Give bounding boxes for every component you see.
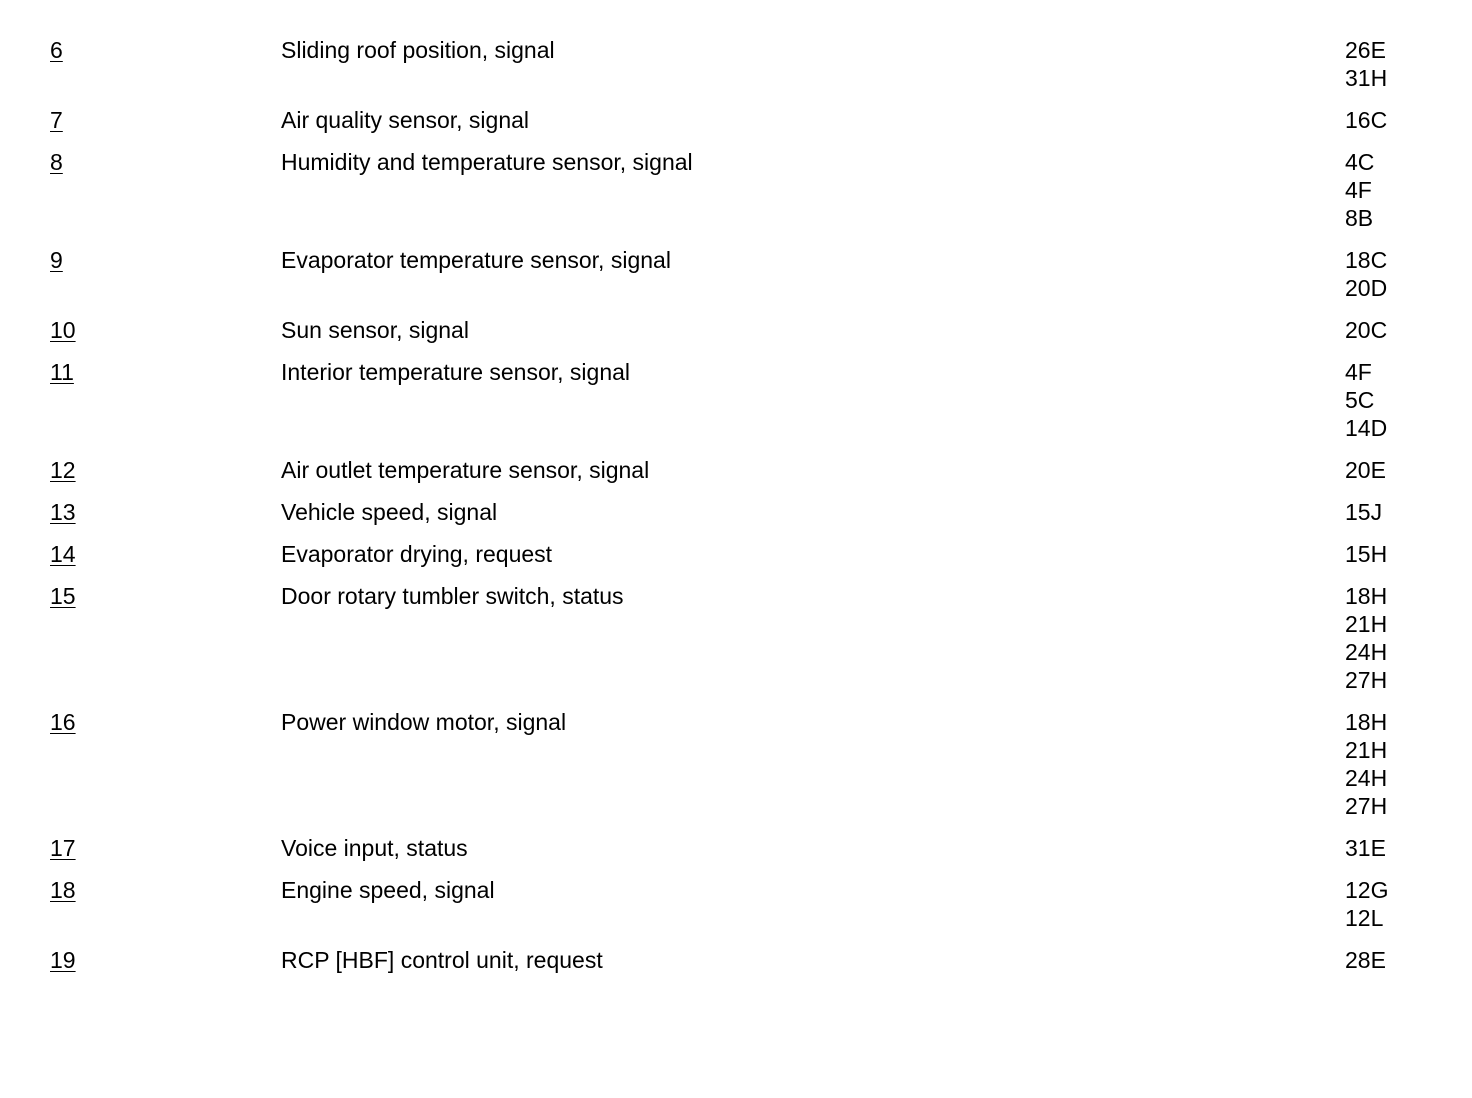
row-references <box>1345 456 1430 484</box>
row-number-cell <box>50 246 281 274</box>
reference-code: 27H <box>1345 793 1388 819</box>
row-references <box>1345 540 1430 568</box>
row-number-link[interactable]: 8 <box>50 149 63 175</box>
row-number-link[interactable]: 15 <box>50 583 76 609</box>
row-references <box>1345 106 1430 134</box>
row-number-cell <box>50 358 281 386</box>
row-description: Door rotary tumbler switch, status <box>281 583 624 609</box>
row-description: Sliding roof position, signal <box>281 37 555 63</box>
reference-code: 21H <box>1345 737 1388 763</box>
row-references <box>1345 946 1430 974</box>
row-description: Evaporator drying, request <box>281 541 553 567</box>
row-description: Air outlet temperature sensor, signal <box>281 457 650 483</box>
table-row <box>50 834 1430 862</box>
table-row <box>50 540 1430 568</box>
row-description: Air quality sensor, signal <box>281 107 530 133</box>
reference-code: 15J <box>1345 499 1383 525</box>
row-description: Sun sensor, signal <box>281 317 469 343</box>
table-row <box>50 106 1430 134</box>
reference-code: 12G <box>1345 877 1389 903</box>
table-row <box>50 876 1430 932</box>
reference-code: 20C <box>1345 317 1388 343</box>
row-number-cell <box>50 148 281 176</box>
reference-code: 4C <box>1345 149 1375 175</box>
row-number-link[interactable]: 10 <box>50 317 76 343</box>
row-number-link[interactable]: 9 <box>50 247 63 273</box>
row-number-cell <box>50 36 281 64</box>
row-number-link[interactable]: 6 <box>50 37 63 63</box>
reference-code: 4F <box>1345 359 1372 385</box>
reference-code: 27H <box>1345 667 1388 693</box>
row-description: Humidity and temperature sensor, signal <box>281 149 693 175</box>
reference-code: 18H <box>1345 709 1388 735</box>
table-row <box>50 456 1430 484</box>
row-references <box>1345 582 1430 694</box>
row-number-cell <box>50 456 281 484</box>
reference-code: 24H <box>1345 765 1388 791</box>
row-references <box>1345 148 1430 232</box>
row-number-link[interactable]: 16 <box>50 709 76 735</box>
row-number-link[interactable]: 18 <box>50 877 76 903</box>
reference-code: 24H <box>1345 639 1388 665</box>
row-number-cell <box>50 834 281 862</box>
row-number-link[interactable]: 12 <box>50 457 76 483</box>
row-number-cell <box>50 498 281 526</box>
table-row <box>50 148 1430 232</box>
reference-code: 5C <box>1345 387 1375 413</box>
row-number-link[interactable]: 7 <box>50 107 63 133</box>
reference-code: 14D <box>1345 415 1388 441</box>
reference-code: 28E <box>1345 947 1386 973</box>
table-row <box>50 708 1430 820</box>
row-number-cell <box>50 708 281 736</box>
table-row <box>50 498 1430 526</box>
row-references <box>1345 316 1430 344</box>
row-references <box>1345 246 1430 302</box>
row-description: Power window motor, signal <box>281 709 567 735</box>
table-row <box>50 246 1430 302</box>
row-number-cell <box>50 582 281 610</box>
row-number-cell <box>50 540 281 568</box>
reference-code: 20E <box>1345 457 1386 483</box>
row-references <box>1345 708 1430 820</box>
row-references <box>1345 36 1430 92</box>
reference-code: 16C <box>1345 107 1388 133</box>
row-references <box>1345 498 1430 526</box>
reference-code: 12L <box>1345 905 1384 931</box>
row-number-cell <box>50 876 281 904</box>
row-number-link[interactable]: 17 <box>50 835 76 861</box>
row-references <box>1345 834 1430 862</box>
row-number-cell <box>50 106 281 134</box>
reference-code: 20D <box>1345 275 1388 301</box>
row-number-link[interactable]: 13 <box>50 499 76 525</box>
reference-code: 21H <box>1345 611 1388 637</box>
reference-code: 31E <box>1345 835 1386 861</box>
row-description: Voice input, status <box>281 835 468 861</box>
table-row <box>50 36 1430 92</box>
row-description: RCP [HBF] control unit, request <box>281 947 603 973</box>
row-description: Interior temperature sensor, signal <box>281 359 631 385</box>
reference-code: 31H <box>1345 65 1388 91</box>
reference-code: 8B <box>1345 205 1374 231</box>
row-description: Engine speed, signal <box>281 877 495 903</box>
reference-code: 4F <box>1345 177 1372 203</box>
row-references <box>1345 876 1430 932</box>
reference-code: 18H <box>1345 583 1388 609</box>
row-number-link[interactable]: 19 <box>50 947 76 973</box>
row-number-link[interactable]: 14 <box>50 541 76 567</box>
reference-code: 26E <box>1345 37 1386 63</box>
reference-code: 15H <box>1345 541 1388 567</box>
table-row <box>50 946 1430 974</box>
table-row <box>50 582 1430 694</box>
table-row <box>50 316 1430 344</box>
row-number-cell <box>50 946 281 974</box>
reference-code: 18C <box>1345 247 1388 273</box>
legend-table <box>50 36 1430 988</box>
row-description: Evaporator temperature sensor, signal <box>281 247 671 273</box>
row-number-link[interactable]: 11 <box>50 359 74 385</box>
row-number-cell <box>50 316 281 344</box>
table-row <box>50 358 1430 442</box>
row-description: Vehicle speed, signal <box>281 499 498 525</box>
row-references <box>1345 358 1430 442</box>
